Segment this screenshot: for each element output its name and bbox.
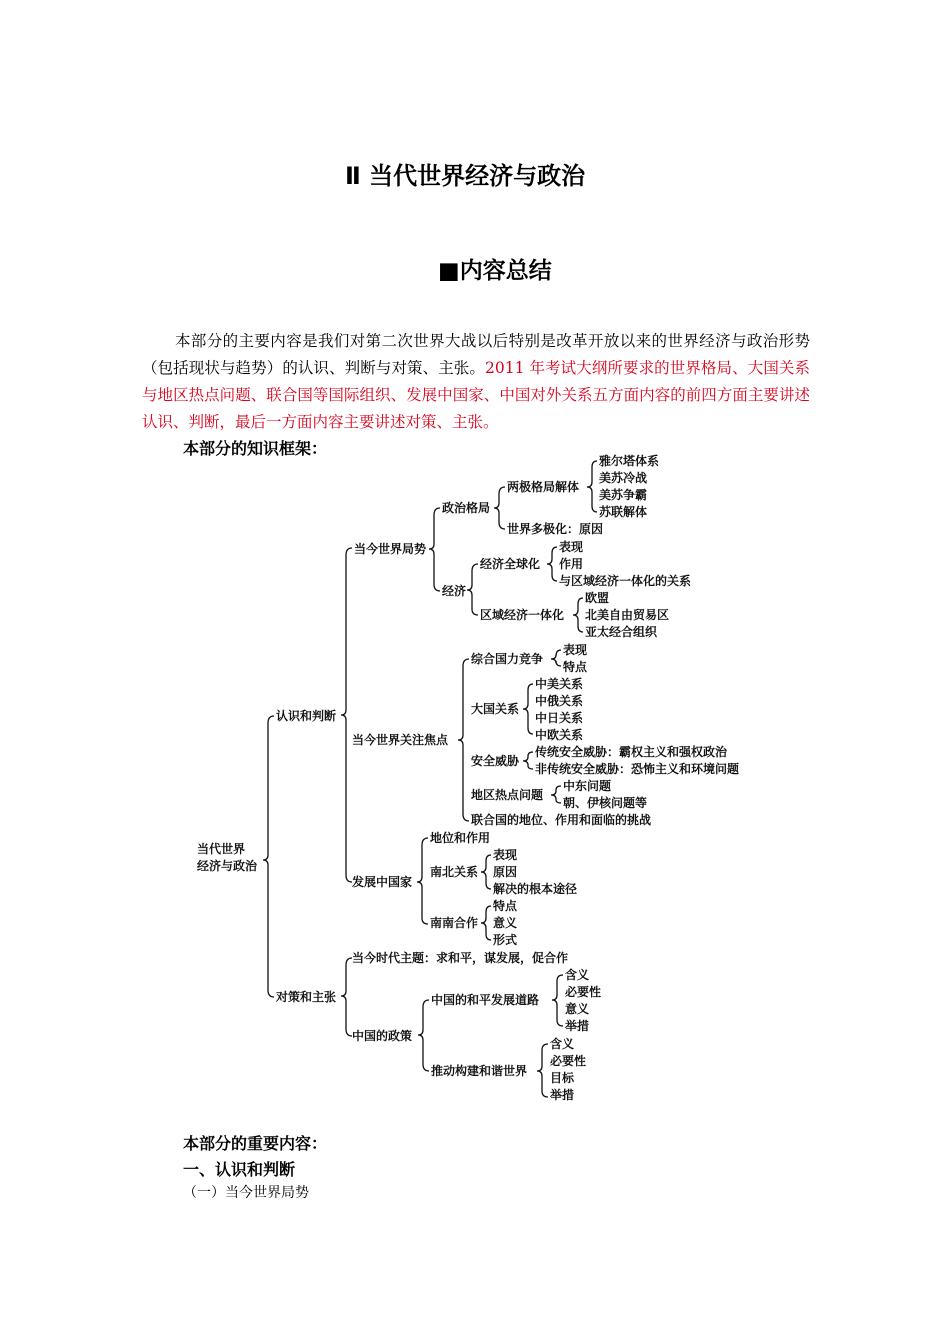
node-recognition: 认识和判断 (276, 709, 337, 723)
node-security-item: 非传统安全威胁：恐怖主义和环境问题 (535, 762, 740, 776)
section-heading: ■内容总结 (438, 258, 552, 284)
subsection-one-heading: （一）当今世界局势 (183, 1185, 309, 1201)
node-developing: 发展中国家 (352, 875, 413, 889)
node-china: 中国的政策 (352, 1029, 413, 1043)
node-northsouth-item: 表现 (493, 848, 518, 862)
node-globalization-item: 表现 (559, 540, 584, 554)
node-multipolar: 世界多极化：原因 (507, 522, 604, 536)
node-power: 综合国力竞争 (471, 652, 544, 666)
node-globalization: 经济全球化 (480, 557, 541, 571)
node-hotspot: 地区热点问题 (471, 788, 544, 802)
node-bipolar-item: 苏联解体 (599, 505, 648, 519)
node-hotspot-item: 朝、伊核问题等 (563, 796, 648, 810)
node-harmonious: 推动构建和谐世界 (431, 1064, 528, 1078)
node-harmonious-item: 举措 (550, 1088, 575, 1102)
intro-normal-text: 本部分的主要内容是我们对第二次世界大战以后特别是改革开放以来的世界经济与政治形势（包括现状与趋势）的认识、判断与对策、主张。 (142, 332, 810, 377)
intro-red-text: 2011 年考试大纲所要求的世界格局、大国关系与地区热点问题、联合国等国际组织、发展中国家、中国对外关系五方面内容的前四方面主要讲述认识、判断，最后一方面内容主要讲述对策、主张。 (142, 359, 810, 431)
node-regional-item: 欧盟 (585, 591, 610, 605)
bracket-harmonious (537, 1044, 548, 1097)
section-one-heading: 一、认识和判断 (183, 1160, 296, 1179)
bracket-major (523, 684, 533, 734)
bracket-peaceful (552, 975, 563, 1026)
bracket-politics (494, 487, 505, 529)
node-major-item: 中日关系 (535, 711, 584, 725)
node-economy: 经济 (442, 584, 467, 598)
bracket-situation (429, 508, 440, 591)
node-regional-item: 亚太经合组织 (585, 625, 658, 639)
node-major-item: 中美关系 (535, 677, 584, 691)
node-harmonious-item: 目标 (550, 1071, 575, 1085)
node-bipolar-item: 美苏争霸 (599, 488, 648, 502)
bracket-southsouth (481, 906, 491, 940)
node-hotspot-item: 中东问题 (563, 779, 612, 793)
node-peaceful-item: 必要性 (565, 985, 602, 999)
node-bipolar: 两极格局解体 (507, 480, 580, 494)
node-globalization-item: 与区域经济一体化的关系 (559, 574, 692, 588)
bracket-root (263, 716, 274, 997)
node-peaceful-item: 含义 (565, 968, 590, 982)
bracket-china (418, 1000, 429, 1071)
node-regional-item: 北美自由贸易区 (585, 608, 670, 622)
node-southsouth: 南南合作 (430, 916, 479, 930)
bracket-recognition (341, 548, 352, 882)
node-major-item: 中欧关系 (535, 728, 584, 742)
node-root-line2: 经济与政治 (197, 859, 258, 873)
bracket-northsouth (481, 855, 491, 889)
node-northsouth-item: 原因 (493, 865, 518, 879)
node-theme: 当今时代主题：求和平，谋发展，促合作 (352, 951, 569, 965)
node-northsouth: 南北关系 (430, 865, 479, 879)
node-harmonious-item: 必要性 (550, 1054, 587, 1068)
bracket-security (523, 752, 533, 769)
bracket-policy (341, 958, 352, 1036)
node-politics: 政治格局 (442, 501, 491, 515)
node-power-item: 表现 (563, 643, 588, 657)
node-peaceful-item: 意义 (565, 1002, 590, 1016)
bracket-focus (458, 659, 469, 821)
node-peaceful-item: 举措 (565, 1019, 590, 1033)
framework-label: 本部分的知识框架： (183, 439, 328, 458)
bracket-bipolar (587, 461, 597, 512)
node-security: 安全威胁 (471, 754, 520, 768)
node-un: 联合国的地位、作用和面临的挑战 (471, 813, 652, 827)
node-root-line1: 当代世界 (197, 842, 246, 856)
node-southsouth-item: 形式 (493, 933, 518, 947)
node-major: 大国关系 (471, 702, 520, 716)
node-southsouth-item: 特点 (493, 899, 518, 913)
node-major-item: 中俄关系 (535, 694, 584, 708)
node-bipolar-item: 美苏冷战 (599, 471, 648, 485)
bracket-globalization (547, 547, 557, 581)
node-northsouth-item: 解决的根本途径 (493, 882, 578, 896)
node-southsouth-item: 意义 (493, 916, 518, 930)
node-status: 地位和作用 (430, 831, 491, 845)
node-regional: 区域经济一体化 (480, 608, 565, 622)
node-bipolar-item: 雅尔塔体系 (599, 454, 660, 468)
node-policy: 对策和主张 (276, 990, 337, 1004)
page-title: Ⅱ 当代世界经济与政治 (345, 162, 586, 190)
node-peaceful: 中国的和平发展道路 (431, 993, 540, 1007)
bracket-developing (417, 838, 428, 924)
bracket-economy (467, 564, 478, 615)
node-focus: 当今世界关注焦点 (352, 733, 449, 747)
node-harmonious-item: 含义 (550, 1037, 575, 1051)
node-security-item: 传统安全威胁：霸权主义和强权政治 (535, 745, 728, 759)
important-content-label: 本部分的重要内容： (183, 1134, 328, 1153)
node-globalization-item: 作用 (559, 557, 584, 571)
node-power-item: 特点 (563, 660, 588, 674)
bracket-power (551, 650, 561, 666)
bracket-hotspot (551, 786, 561, 803)
node-situation: 当今世界局势 (354, 542, 427, 556)
bracket-regional (573, 598, 583, 632)
